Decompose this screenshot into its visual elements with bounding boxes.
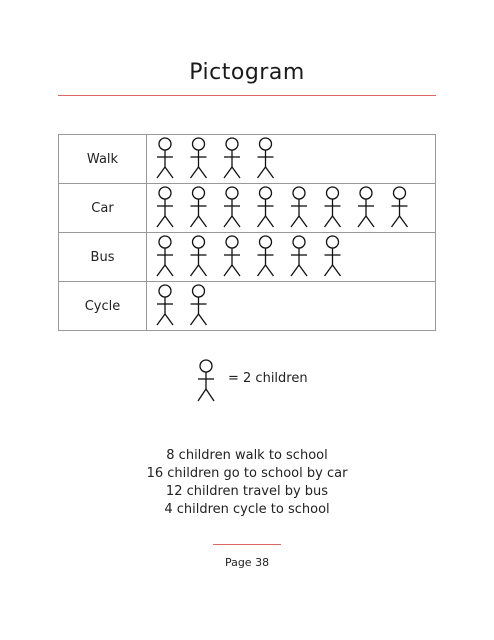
stick-figure-icon <box>258 187 274 227</box>
icon-cell-walk <box>147 135 436 184</box>
summary-line: 8 children walk to school <box>166 448 328 463</box>
title-divider <box>58 95 436 96</box>
stick-figure-icon <box>157 138 173 178</box>
row-label-car: Car <box>59 184 147 233</box>
footer-divider <box>213 544 281 545</box>
stick-figure-icon <box>191 285 207 325</box>
pictogram-row-walk <box>59 135 436 184</box>
stick-figure-icon <box>224 187 240 227</box>
pictogram-row-bus <box>59 233 436 282</box>
summary-line: 16 children go to school by car <box>146 466 348 481</box>
stick-figure-icon <box>291 187 307 227</box>
pictogram-row-cycle <box>59 282 436 331</box>
summary-line: 12 children travel by bus <box>165 484 329 499</box>
pictogram-table <box>58 134 436 331</box>
icon-cell-bus <box>147 233 436 282</box>
stick-figure-icon <box>358 187 374 227</box>
stick-figure-icon <box>325 236 341 276</box>
stick-figure-icon <box>392 187 408 227</box>
row-label-walk: Walk <box>59 135 147 184</box>
page-number: Page 38 <box>224 556 270 569</box>
stick-figure-icon <box>258 138 274 178</box>
stick-figure-icon <box>191 187 207 227</box>
page-title: Pictogram <box>189 60 305 85</box>
row-label-cycle: Cycle <box>59 282 147 331</box>
stick-figure-icon <box>194 359 218 403</box>
row-label-bus: Bus <box>59 233 147 282</box>
stick-figure-icon <box>291 236 307 276</box>
key-text: = 2 children <box>228 370 308 386</box>
stick-figure-icon <box>157 236 173 276</box>
stick-figure-icon <box>157 285 173 325</box>
icon-cell-car <box>147 184 436 233</box>
stick-figure-icon <box>191 236 207 276</box>
pictogram-row-car <box>59 184 436 233</box>
summary-text <box>0 447 494 519</box>
stick-figure-icon <box>224 236 240 276</box>
summary-line: 4 children cycle to school <box>164 502 330 517</box>
stick-figure-icon <box>191 138 207 178</box>
pictogram-key <box>194 360 308 402</box>
stick-figure-icon <box>325 187 341 227</box>
stick-figure-icon <box>258 236 274 276</box>
stick-figure-icon <box>224 138 240 178</box>
icon-cell-cycle <box>147 282 436 331</box>
stick-figure-icon <box>157 187 173 227</box>
